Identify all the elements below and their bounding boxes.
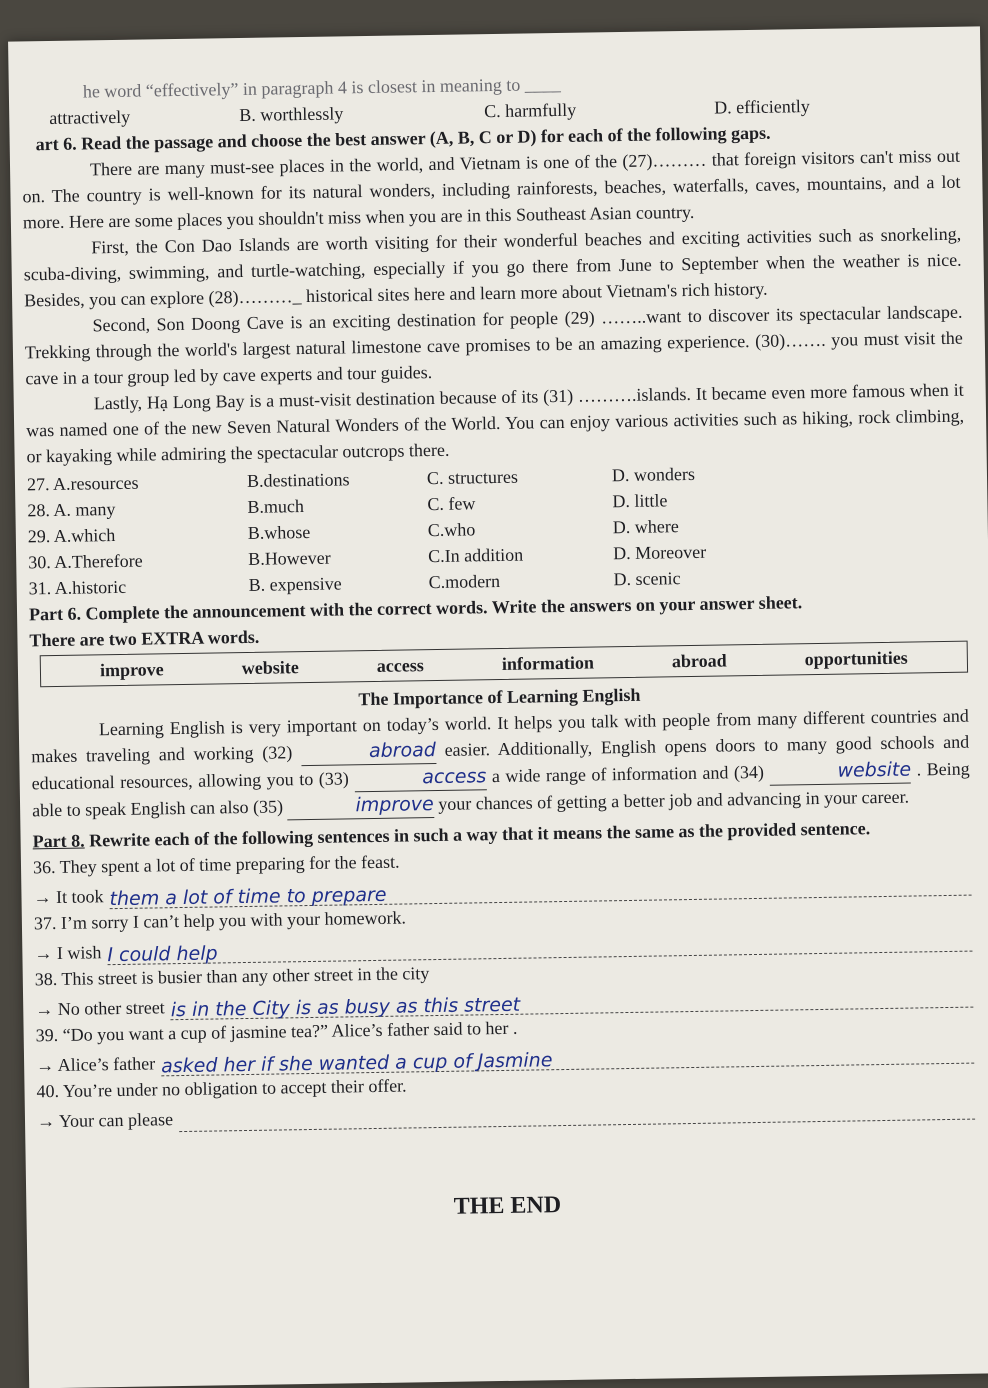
part6-paragraph-3: Second, Son Doong Cave is an exciting destination for people (29) ……..want to discover its spectacular landscape. Trekking through the world's largest natural limestone cave promises to be an amazing experience. (30)……. you must visit the cave in a tour group led by cave experts and tour guides.	[24, 301, 963, 389]
q28-d: D. little	[612, 490, 668, 512]
prefix-38: → No other street	[35, 997, 165, 1020]
announcement-title: The Importance of Learning English	[358, 684, 641, 710]
paper-content	[21, 65, 977, 1227]
q26-stem: he word “effectively” in paragraph 4 is closest in meaning to ____	[82, 73, 561, 102]
q26-option-b: B. worthlessly	[239, 103, 344, 126]
word-bank-item: website	[241, 657, 299, 679]
prefix-36: → It took	[33, 886, 104, 908]
handwritten-answer-37[interactable]: I could help	[107, 929, 972, 966]
q31-c: C.modern	[428, 570, 501, 593]
announcement-passage	[31, 703, 971, 825]
prefix-37: → I wish	[34, 942, 102, 964]
handwritten-answer-39[interactable]: asked her if she wanted a cup of Jasmine	[161, 1041, 974, 1077]
part6-questions	[27, 457, 967, 602]
passage-part-e: your chances of getting a better job and advancing in your career.	[438, 786, 910, 814]
part7-extra-note: There are two EXTRA words.	[29, 626, 260, 651]
answer-35[interactable]: improve	[287, 791, 434, 820]
passage-part-c: a wide range of information and (34)	[491, 761, 765, 787]
question-38: 38. This street is busier than any other street in the city	[34, 963, 430, 990]
q26-option-d: D. efficiently	[714, 96, 810, 118]
q26-option-c: C. harmfully	[484, 99, 577, 122]
part6-heading: art 6. Read the passage and choose the best answer (A, B, C or D) for each of the following gaps.	[35, 122, 771, 155]
q28-c: C. few	[427, 493, 476, 515]
question-37: 37. I’m sorry I can’t help you with your homework.	[33, 907, 407, 934]
word-bank-item: improve	[99, 659, 164, 681]
word-bank-item: abroad	[671, 650, 727, 672]
part6-paragraph-2: First, the Con Dao Islands are worth visiting for their wonderful beaches and exciting activities such as snorkeling, scuba-diving, swimming, and turtle-watching, especially if you go there from June to September when the weather is nice. Besides, you can explore (28)………_ historical sites here and learn more about Vietnam's rich history.	[23, 223, 962, 311]
answer-32[interactable]: abroad	[301, 737, 436, 766]
q26-option-a: attractively	[49, 106, 131, 128]
q27-b: B.destinations	[246, 469, 350, 491]
passage-part-a: Learning English is very important on today’s world. It helps you talk with people from many different countries and makes traveling and working (32)	[31, 705, 969, 767]
q30-b: B.However	[248, 547, 331, 569]
answer-33[interactable]: access	[354, 763, 486, 792]
q31-d: D. scenic	[613, 568, 681, 590]
q27-c: C. structures	[426, 466, 519, 489]
q29-b: B.whose	[247, 521, 311, 543]
q27-a: 27. A.resources	[26, 472, 139, 495]
q31-a: 31. A.historic	[28, 576, 127, 599]
q29-c: C.who	[427, 519, 476, 541]
handwritten-answer-40[interactable]	[179, 1097, 975, 1133]
question-40: 40. You’re under no obligation to accept their offer.	[36, 1075, 407, 1102]
part6-paragraph-4: Lastly, Hạ Long Bay is a must-visit destination because of its (31) ……….islands. It became even more famous when it was named one of the new Seven Natural Wonders of the World. You can enjoy various activities such as hiking, rock climbing, or kayaking while admiring the spectacular outcrops there.	[26, 379, 965, 467]
question-36: 36. They spent a lot of time preparing for the feast.	[32, 851, 400, 878]
q30-c: C.In addition	[428, 544, 524, 567]
word-bank-item: opportunities	[804, 647, 908, 670]
prefix-39: → Alice’s father	[35, 1053, 156, 1076]
word-bank-item: information	[501, 652, 595, 674]
q30-a: 30. A.Therefore	[28, 550, 143, 573]
answer-34[interactable]: website	[769, 757, 911, 786]
q28-b: B.much	[247, 496, 305, 517]
word-bank-item: access	[376, 655, 424, 676]
part8-instructions: Rewrite each of the following sentences in such a way that it means the same as the provided sentence.	[88, 818, 871, 851]
exam-paper	[8, 26, 988, 1388]
q31-b: B. expensive	[248, 573, 342, 595]
prefix-40: → Your can please	[36, 1109, 174, 1132]
passage-part-d: . Being able to speak English can also (35)	[31, 758, 970, 821]
part6-paragraph-1: There are many must-see places in the world, and Vietnam is one of the (27)……… that foreign visitors can't miss out on. The country is well-known for its natural wonders, including rainforests, beaches, waterfalls, caves, mountains, and a lot more. Here are some places you shouldn't miss when you are in this Southeast Asian country.	[22, 145, 961, 233]
handwritten-answer-38[interactable]: is in the City is as busy as this street	[171, 985, 974, 1021]
q29-a: 29. A.which	[27, 525, 116, 547]
part7-heading: Part 6. Complete the announcement with the correct words. Write the answers on your answer sheet.	[28, 592, 803, 625]
q29-d: D. where	[612, 516, 679, 538]
the-end: THE END	[453, 1192, 562, 1220]
q28-a: 28. A. many	[27, 499, 116, 521]
handwritten-answer-36[interactable]: them a lot of time to prepare	[109, 873, 971, 910]
passage-part-b: easier. Additionally, English opens doors to many good schools and educational resources, allowing you to (33)	[31, 731, 970, 794]
q27-d: D. wonders	[611, 463, 696, 486]
q30-d: D. Moreover	[613, 541, 707, 564]
question-39: 39. “Do you want a cup of jasmine tea?” Alice’s father said to her .	[35, 1017, 518, 1046]
part8-label: Part 8.	[32, 830, 85, 852]
